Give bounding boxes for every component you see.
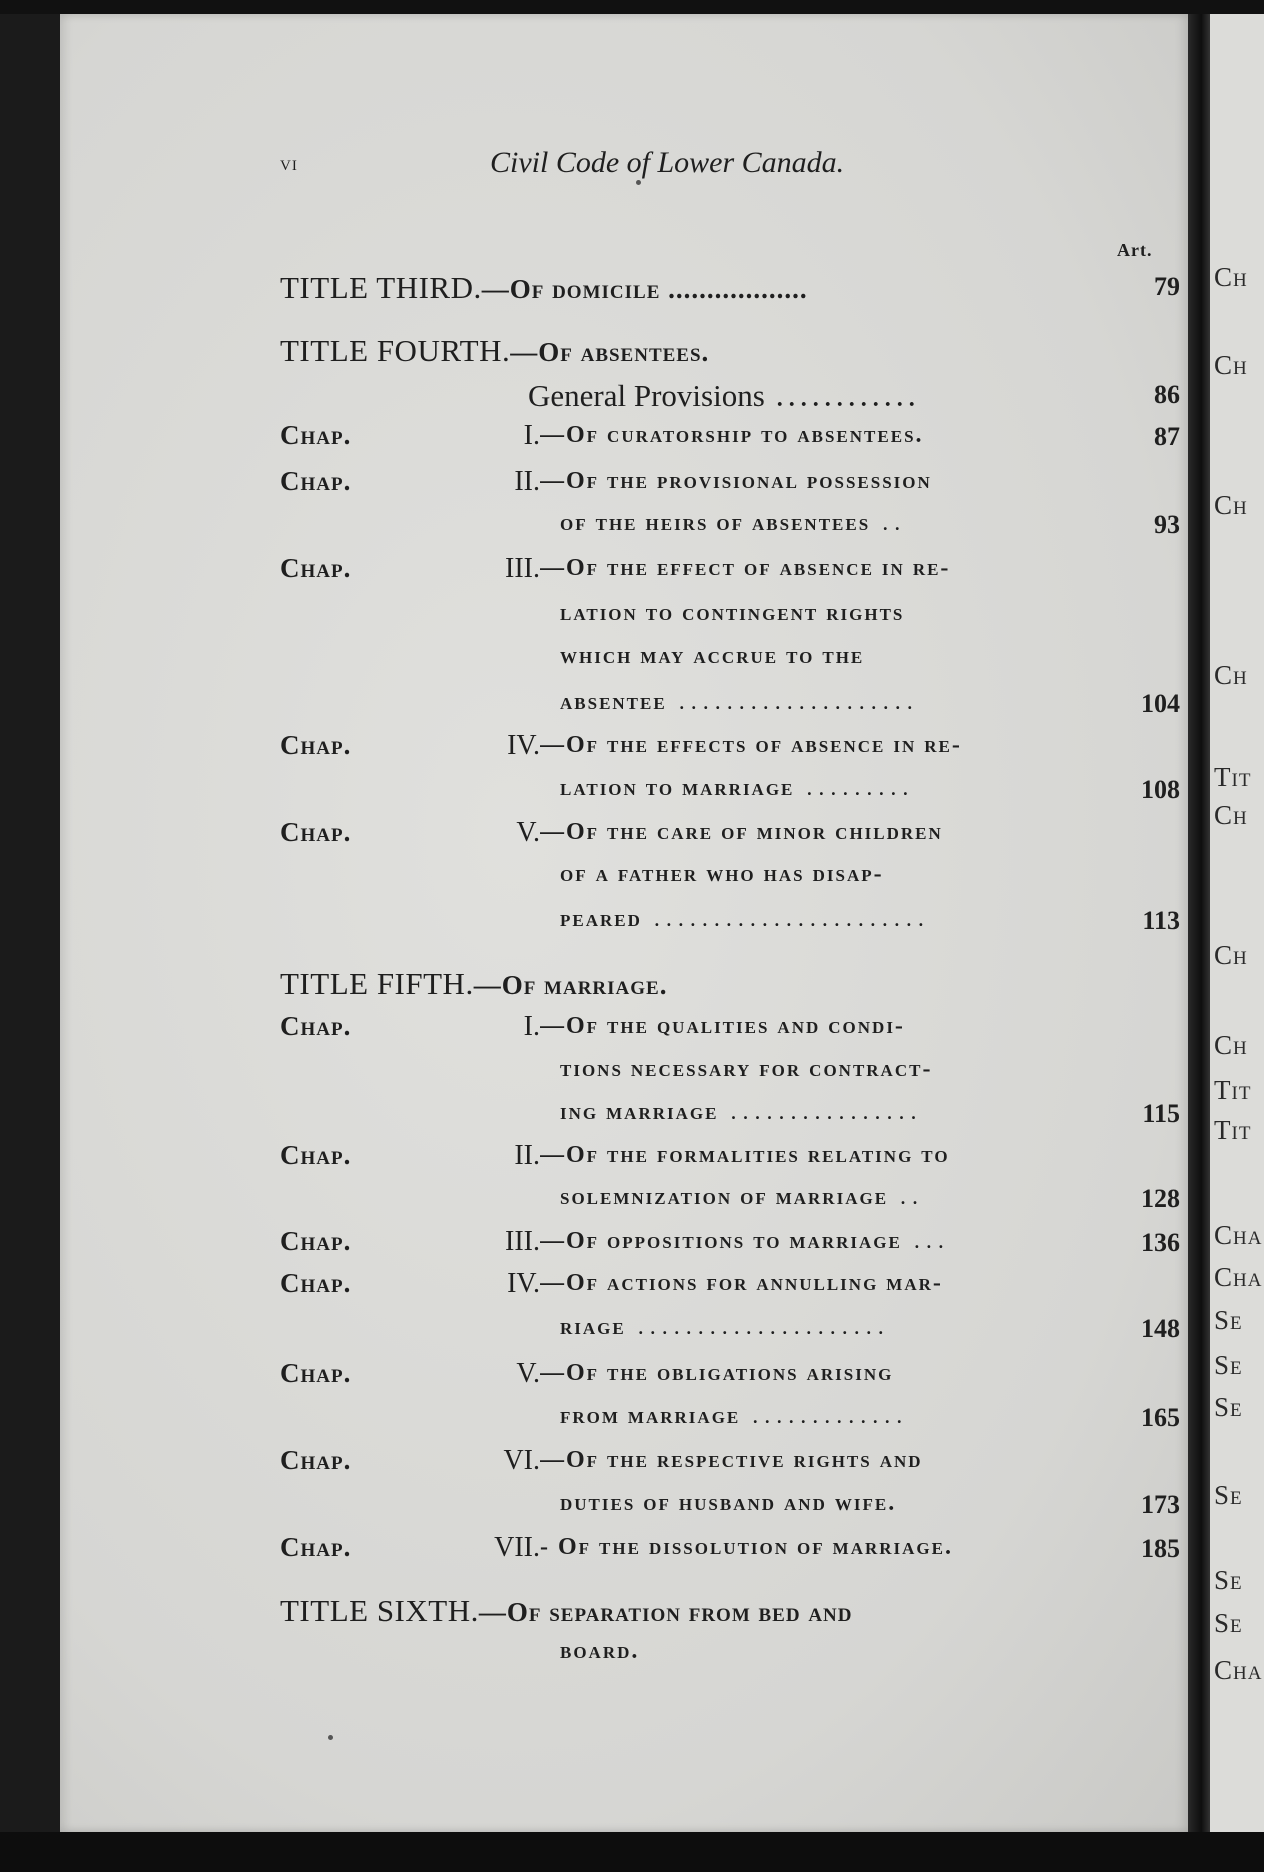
toc-entry [0, 641, 1264, 683]
toc-entry [0, 333, 1264, 375]
facing-page-fragment: Se [1214, 1565, 1243, 1595]
entry-continuation [560, 861, 1068, 888]
toc-entry [0, 553, 1264, 595]
chapter-label: Chap. [280, 817, 352, 847]
article-number: 87 [1154, 422, 1180, 451]
chapter-subject [540, 1270, 1068, 1297]
print-speck [636, 180, 641, 185]
facing-page-fragment: Se [1214, 1480, 1243, 1510]
dot-leader: ....................... [641, 906, 930, 932]
chapter-subject [540, 468, 1068, 495]
entry-continuation [560, 1056, 1068, 1083]
chapter-subject [540, 1360, 1068, 1387]
entry-text: —Of the formalities relating to [540, 1142, 950, 1168]
title-subject: —Of domicile [481, 274, 661, 304]
facing-page-fragment: Se [1214, 1608, 1243, 1638]
chapter-subject [540, 1534, 1068, 1561]
toc-entry [0, 730, 1264, 772]
entry-text: General Provisions [528, 378, 765, 413]
title-subject: —Of separation from bed and [478, 1597, 853, 1627]
title-subject: —Of absentees. [510, 337, 710, 367]
chapter-subject [540, 555, 1068, 582]
toc-entry [0, 1358, 1264, 1400]
title-subject: —Of marriage. [473, 970, 668, 1000]
entry-continuation [560, 906, 1068, 933]
chapter-subject [540, 1142, 1068, 1169]
toc-entry [0, 773, 1264, 815]
article-number: 93 [1154, 510, 1180, 539]
toc-entry [0, 466, 1264, 508]
title-label: TITLE FOURTH. [280, 333, 511, 368]
entry-text: which may accrue to the [560, 643, 865, 669]
toc-entry [0, 1011, 1264, 1053]
article-column-heading: Art. [1117, 240, 1153, 260]
title-heading [280, 270, 808, 306]
entry-continuation [560, 689, 1068, 716]
article-number: 86 [1154, 380, 1180, 409]
chapter-label: Chap. [280, 1268, 352, 1298]
facing-page-fragment: Tit [1214, 762, 1252, 792]
folio-number: vi [280, 150, 298, 175]
facing-page-fragment: Se [1214, 1392, 1243, 1422]
title-heading [280, 966, 667, 1002]
toc-entry [0, 1593, 1264, 1635]
entry-text: riage [560, 1314, 626, 1340]
entry-text: of a father who has disap- [560, 861, 884, 887]
chapter-number: VII. [494, 1532, 540, 1563]
article-number: 128 [1141, 1184, 1180, 1213]
entry-text: —Of oppositions to marriage [540, 1228, 902, 1254]
toc-entry [0, 508, 1264, 550]
toc-entry [0, 859, 1264, 901]
chapter-label: Chap. [280, 420, 352, 450]
chapter-number: II. [514, 466, 540, 497]
dot-leader: ..................... [625, 1314, 890, 1340]
entry-text: from marriage [560, 1403, 741, 1429]
toc-entry [0, 1401, 1264, 1443]
facing-page-fragment: Se [1214, 1305, 1243, 1335]
dot-leader: ............ [764, 386, 921, 412]
facing-page-fragment: Ch [1214, 800, 1248, 830]
chapter-number: V. [516, 817, 540, 848]
entry-text: —Of the obligations arising [540, 1360, 894, 1386]
article-number: 148 [1141, 1314, 1180, 1343]
dot-leader: ... [901, 1228, 950, 1254]
toc-entry [0, 1636, 1264, 1678]
facing-page-fragment: Ch [1214, 660, 1248, 690]
facing-page-fragment: Cha [1214, 1655, 1263, 1685]
toc-entry [0, 1445, 1264, 1487]
entry-text: peared [560, 906, 642, 932]
article-number: 115 [1142, 1099, 1180, 1128]
toc-entry [0, 598, 1264, 640]
chapter-number: IV. [507, 730, 540, 761]
dot-leader: .................. [660, 274, 808, 304]
toc-entry [0, 1226, 1264, 1268]
chapter-number: I. [523, 420, 540, 451]
running-title: Civil Code of Lower Canada. [490, 146, 845, 179]
facing-page-fragment: Ch [1214, 940, 1248, 970]
entry-text: —Of the effect of absence in re- [540, 555, 951, 581]
chapter-subject [540, 1228, 1068, 1255]
chapter-subject [540, 422, 1068, 449]
toc-entry [0, 1268, 1264, 1310]
article-number: 108 [1141, 775, 1180, 804]
article-number: 113 [1142, 906, 1180, 935]
facing-page-fragment: Ch [1214, 1030, 1248, 1060]
dot-leader: .. [870, 510, 907, 536]
chapter-label: Chap. [280, 1011, 352, 1041]
toc-entry [0, 687, 1264, 729]
toc-entry [0, 378, 1264, 420]
entry-continuation [560, 600, 1068, 627]
dot-leader: .................... [666, 689, 919, 715]
article-number: 136 [1141, 1228, 1180, 1257]
entry-text: —Of the effects of absence in re- [540, 732, 962, 758]
title-label: TITLE FIFTH. [280, 966, 474, 1001]
toc-entry [0, 1532, 1264, 1574]
chapter-subject [540, 819, 1068, 846]
facing-page-fragment: Ch [1214, 490, 1248, 520]
entry-text: —Of the provisional possession [540, 468, 932, 494]
chapter-label: Chap. [280, 466, 352, 496]
chapter-number: III. [505, 553, 540, 584]
title-label: TITLE THIRD. [280, 270, 482, 305]
article-number: 79 [1154, 272, 1180, 301]
entry-text: ing marriage [560, 1099, 719, 1125]
entry-continuation [560, 1638, 1068, 1665]
facing-page-fragment: Cha [1214, 1262, 1263, 1292]
entry-text: —Of actions for annulling mar- [540, 1270, 943, 1296]
chapter-number: V. [516, 1358, 540, 1389]
entry-text: absentee [560, 689, 667, 715]
facing-page-fragment: Se [1214, 1350, 1243, 1380]
toc-entry [0, 817, 1264, 859]
entry-continuation [560, 775, 1068, 802]
title-label: TITLE SIXTH. [280, 1593, 479, 1628]
chapter-label: Chap. [280, 1445, 352, 1475]
scan-border-bottom [0, 1832, 1264, 1872]
toc-entry [0, 1097, 1264, 1139]
chapter-number: IV. [507, 1268, 540, 1299]
facing-page-fragment: Tit [1214, 1115, 1252, 1145]
entry-text: lation to contingent rights [560, 600, 905, 626]
toc-entry [0, 1054, 1264, 1096]
toc-entry [0, 1312, 1264, 1354]
entry-continuation [560, 1403, 1068, 1430]
chapter-label: Chap. [280, 553, 352, 583]
entry-continuation [560, 510, 1068, 537]
entry-continuation [560, 1184, 1068, 1211]
chapter-label: Chap. [280, 730, 352, 760]
entry-text: board. [560, 1638, 640, 1664]
dot-leader: ......... [794, 775, 915, 801]
facing-page-fragment: Cha [1214, 1220, 1263, 1250]
toc-entry [0, 904, 1264, 946]
chapter-label: Chap. [280, 1532, 352, 1562]
chapter-number: VI. [503, 1445, 540, 1476]
entry-text: —Of curatorship to absentees. [540, 422, 924, 448]
entry-text: of the heirs of absentees [560, 510, 871, 536]
chapter-label: Chap. [280, 1358, 352, 1388]
toc-entry [0, 966, 1264, 1008]
entry-text: —Of the care of minor children [540, 819, 943, 845]
title-heading [280, 333, 709, 369]
entry-text: tions necessary for contract- [560, 1056, 933, 1082]
toc-entry [0, 270, 1264, 312]
chapter-subject [540, 1447, 1068, 1474]
dot-leader: ............. [740, 1403, 909, 1429]
entry-text: - Of the dissolution of marriage. [540, 1534, 953, 1560]
print-speck [328, 1735, 333, 1740]
title-heading [280, 1593, 852, 1629]
chapter-label: Chap. [280, 1140, 352, 1170]
entry-text: —Of the qualities and condi- [540, 1013, 905, 1039]
facing-page-fragment: Tit [1214, 1075, 1252, 1105]
facing-page-fragment: Ch [1214, 262, 1248, 292]
chapter-number: II. [514, 1140, 540, 1171]
article-number: 185 [1141, 1534, 1180, 1563]
chapter-subject [540, 1013, 1068, 1040]
entry-text: —Of the respective rights and [540, 1447, 923, 1473]
entry-continuation [560, 1314, 1068, 1341]
toc-entry [0, 420, 1264, 462]
toc-entry [0, 1140, 1264, 1182]
article-number: 173 [1141, 1490, 1180, 1519]
general-provisions [528, 378, 1068, 414]
toc-entry [0, 1182, 1264, 1224]
chapter-label: Chap. [280, 1226, 352, 1256]
article-number: 165 [1141, 1403, 1180, 1432]
entry-text: duties of husband and wife. [560, 1490, 897, 1516]
dot-leader: .. [888, 1184, 925, 1210]
article-number: 104 [1141, 689, 1180, 718]
chapter-number: III. [505, 1226, 540, 1257]
entry-text: lation to marriage [560, 775, 795, 801]
toc-entry [0, 1488, 1264, 1530]
entry-continuation [560, 1490, 1068, 1517]
chapter-subject [540, 732, 1068, 759]
entry-continuation [560, 1099, 1068, 1126]
entry-continuation [560, 643, 1068, 670]
facing-page-fragment: Ch [1214, 350, 1248, 380]
chapter-number: I. [523, 1011, 540, 1042]
entry-text: solemnization of marriage [560, 1184, 889, 1210]
dot-leader: ................ [718, 1099, 923, 1125]
